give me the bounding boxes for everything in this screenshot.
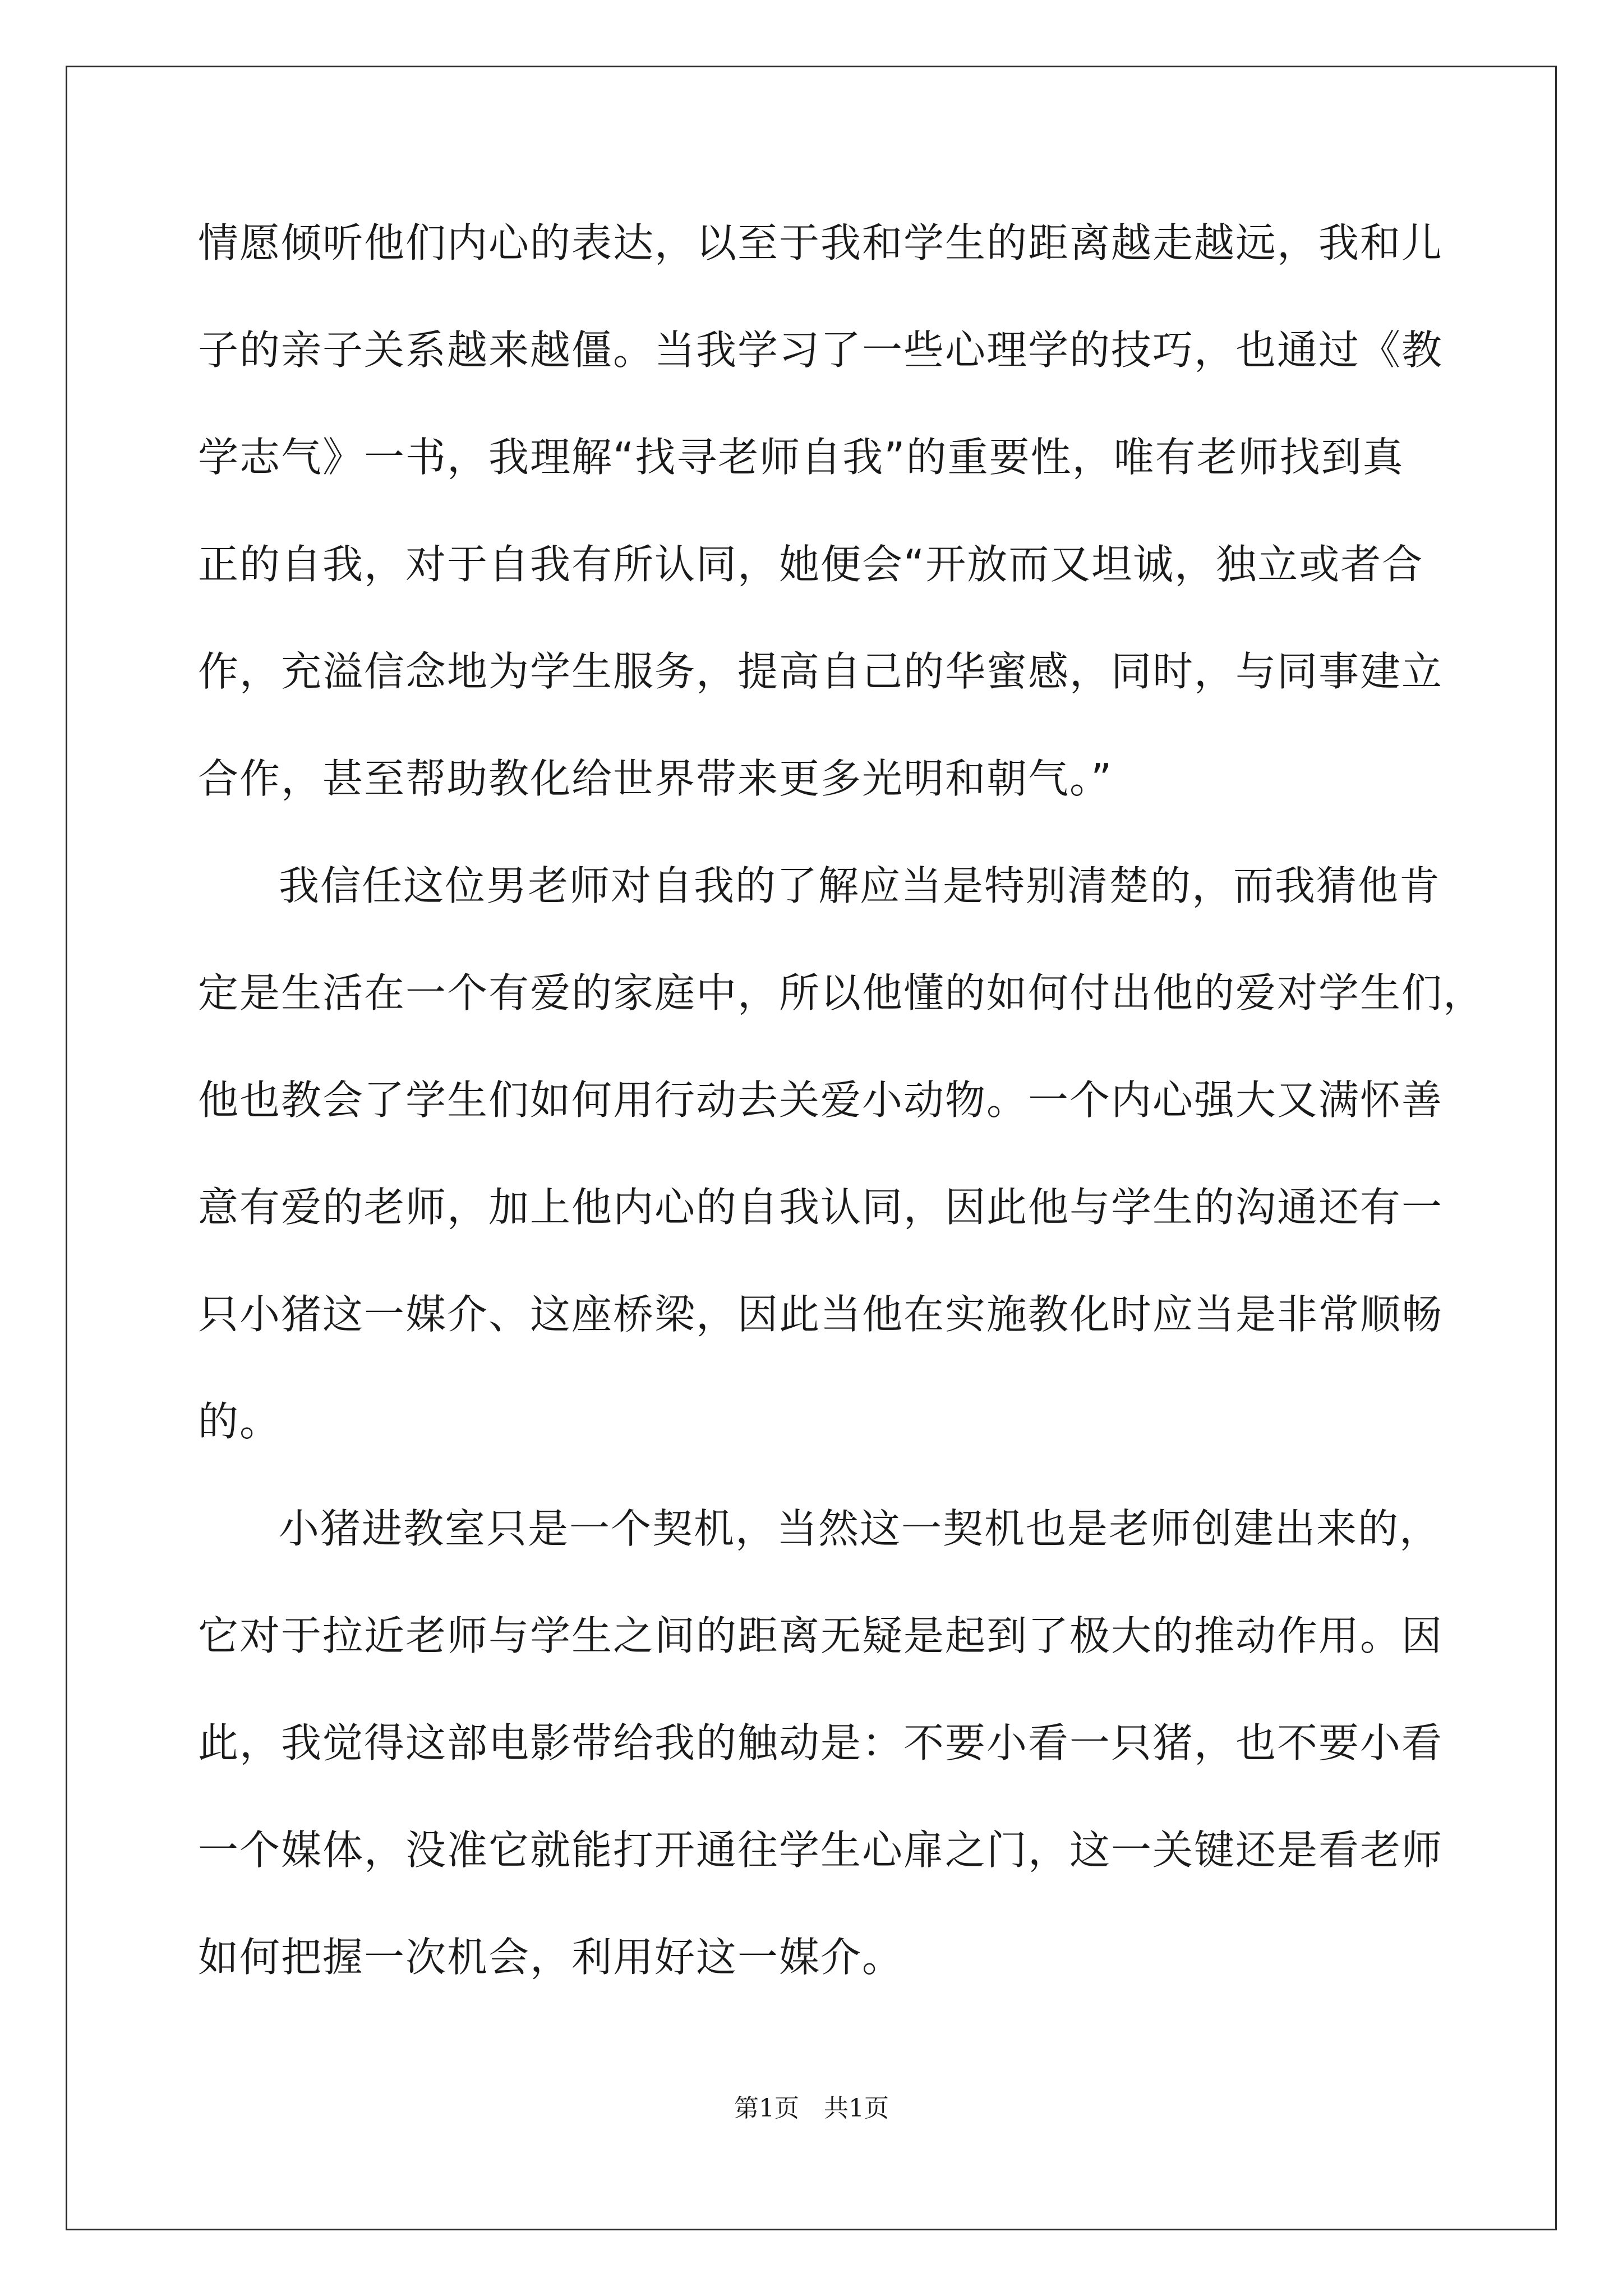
text-line: 定是生活在一个有爱的家庭中，所以他懂的如何付出他的爱对学生们， [198, 969, 1485, 1016]
text-line: 合作，甚至帮助教化给世界带来更多光明和朝气。” [198, 755, 1113, 802]
text-line: 小猪进教室只是一个契机，当然这一契机也是老师创建出来的， [279, 1505, 1441, 1552]
text-line: 正的自我，对于自我有所认同，她便会“开放而又坦诚，独立或者合 [198, 541, 1424, 588]
text-line: 学志气》一书，我理解“找寻老师自我”的重要性，唯有老师找到真 [198, 434, 1404, 481]
text-line: 情愿倾听他们内心的表达，以至于我和学生的距离越走越远，我和儿 [198, 219, 1444, 266]
page-border [66, 66, 1557, 2230]
text-line: 它对于拉近老师与学生之间的距离无疑是起到了极大的推动作用。因 [198, 1612, 1444, 1659]
text-line: 的。 [198, 1398, 282, 1445]
text-line: 他也教会了学生们如何用行动去关爱小动物。一个内心强大又满怀善 [198, 1076, 1444, 1124]
text-line: 子的亲子关系越来越僵。当我学习了一些心理学的技巧，也通过《教 [198, 326, 1444, 374]
text-line: 作，充溢信念地为学生服务，提高自己的华蜜感，同时，与同事建立 [198, 648, 1444, 695]
text-line: 如何把握一次机会，利用好这一媒介。 [198, 1934, 904, 1981]
text-line: 只小猪这一媒介、这座桥梁，因此当他在实施教化时应当是非常顺畅 [198, 1291, 1444, 1338]
text-line: 意有爱的老师，加上他内心的自我认同，因此他与学生的沟通还有一 [198, 1184, 1444, 1231]
page-footer: 第1页 共1页 [734, 2094, 889, 2123]
text-line: 此，我觉得这部电影带给我的触动是：不要小看一只猪，也不要小看 [198, 1719, 1444, 1766]
text-line: 我信任这位男老师对自我的了解应当是特别清楚的，而我猜他肯 [279, 862, 1441, 909]
text-line: 一个媒体，没准它就能打开通往学生心扉之门，这一关键还是看老师 [198, 1826, 1444, 1874]
